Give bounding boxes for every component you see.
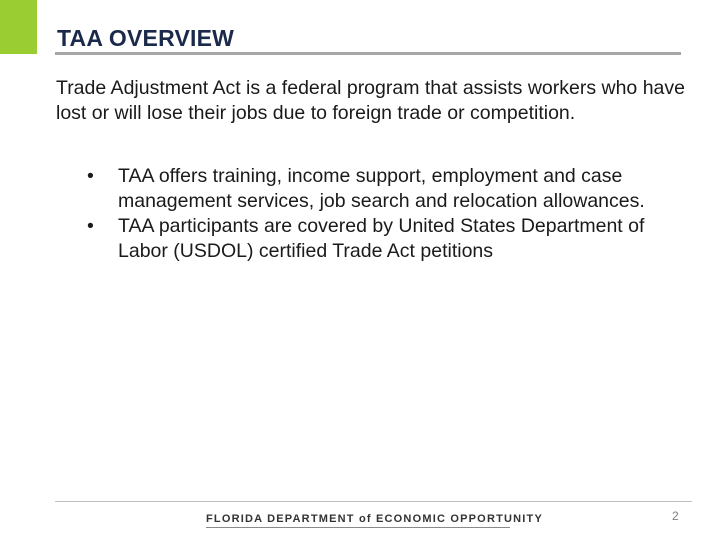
accent-bar	[0, 0, 37, 54]
bullet-item	[87, 214, 697, 264]
bullet-marker: •	[87, 165, 94, 187]
footer-logo-underline	[206, 527, 510, 528]
slide-title: TAA OVERVIEW	[57, 25, 235, 51]
bullet-text: TAA offers training, income support, employment and case management services, job search and relocation allowances.	[118, 165, 645, 212]
bullet-marker: •	[87, 215, 94, 237]
footer-logo: FLORIDA DEPARTMENT of ECONOMIC OPPORTUNITY	[206, 513, 544, 525]
page-number: 2	[672, 509, 679, 523]
title-divider	[55, 52, 681, 55]
bullet-list	[87, 164, 697, 264]
bullet-text: TAA participants are covered by United States Department of Labor (USDOL) certified Trade Act petitions	[118, 215, 645, 262]
intro-paragraph: Trade Adjustment Act is a federal program that assists workers who have lost or will lose their jobs due to foreign trade or competition.	[56, 77, 685, 124]
bullet-item	[87, 164, 697, 214]
footer-divider	[55, 501, 692, 502]
